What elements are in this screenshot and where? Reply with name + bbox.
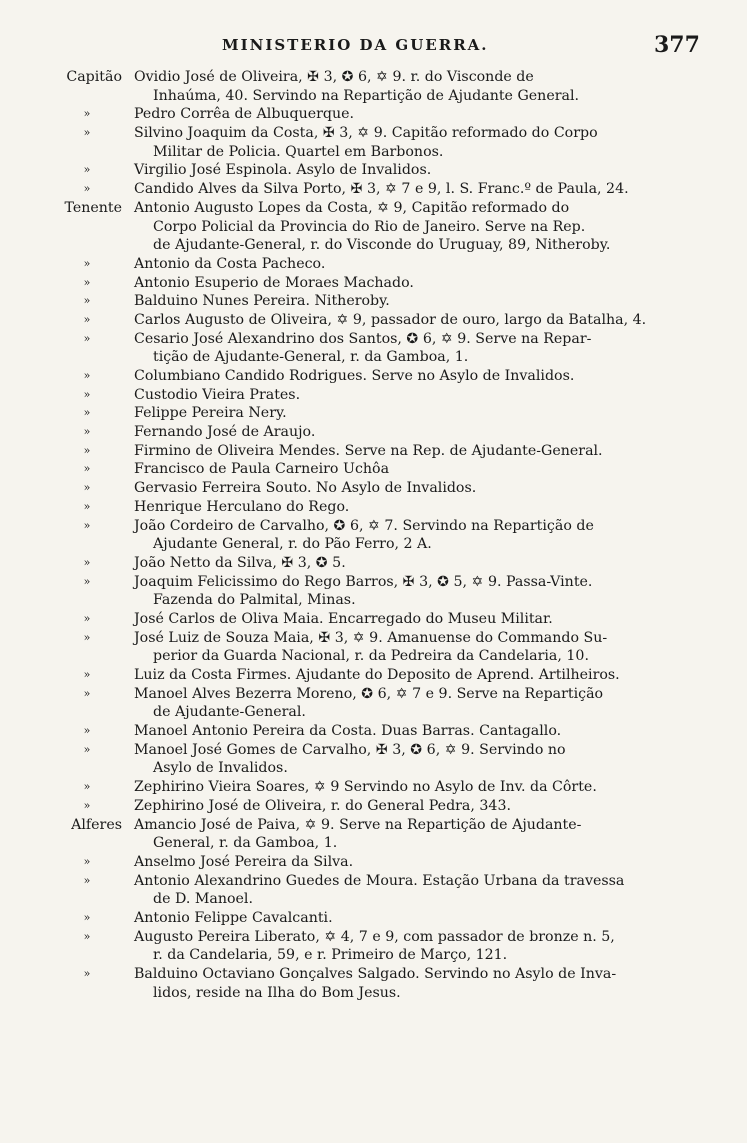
entry-text-continuation: Corpo Policial da Provincia do Rio de Janeiro. Serve na Rep.: [153, 218, 586, 235]
ditto-mark: »: [83, 518, 91, 532]
entry-text: Antonio Felippe Cavalcanti.: [134, 909, 333, 926]
officer-list: [0, 68, 747, 1002]
ditto-mark: »: [83, 967, 91, 980]
officer-entry: [0, 816, 747, 853]
entry-text: José Luiz de Souza Maia, ✠ 3, ✡ 9. Amanuense do Commando Su-: [134, 629, 608, 646]
ditto-mark: »: [83, 742, 91, 756]
officer-entry: [0, 386, 747, 405]
ditto-mark: »: [83, 163, 91, 177]
officer-entry: [0, 311, 747, 330]
ditto-mark: »: [83, 369, 91, 382]
entry-text: Joaquim Felicissimo do Rego Barros, ✠ 3, ✪ 5, ✡ 9. Passa-Vinte.: [134, 573, 593, 590]
entry-text: Felippe Pereira Nery.: [134, 405, 287, 422]
entry-text: Balduino Nunes Pereira. Nitheroby.: [134, 293, 390, 310]
entry-text-continuation: de D. Manoel.: [153, 891, 253, 908]
ditto-mark: »: [83, 481, 91, 495]
officer-entry: [0, 666, 747, 685]
entry-text: Pedro Corrêa de Albuquerque.: [134, 106, 355, 123]
entry-text: Antonio Augusto Lopes da Costa, ✡ 9, Capitão reformado do: [134, 199, 570, 216]
officer-entry: [0, 965, 747, 1002]
entry-text: Virgilio José Espinola. Asylo de Invalidos.: [134, 162, 432, 179]
officer-entry: [0, 404, 747, 423]
ditto-mark: »: [83, 611, 91, 625]
ditto-mark: »: [83, 798, 91, 812]
entry-text: Gervasio Ferreira Souto. No Asylo de Invalidos.: [134, 480, 477, 497]
entry-text: Henrique Herculano do Rego.: [134, 498, 350, 515]
entry-text: Manoel Antonio Pereira da Costa. Duas Barras. Cantagallo.: [134, 723, 562, 740]
entry-text: Zephirino Vieira Soares, ✡ 9 Servindo no Asylo de Inv. da Côrte.: [134, 779, 597, 796]
officer-entry: [0, 68, 747, 105]
ditto-mark: »: [83, 126, 91, 140]
entry-text: Cesario José Alexandrino dos Santos, ✪ 6, ✡ 9. Serve na Repar-: [134, 330, 592, 347]
entry-text: Antonio da Costa Pacheco.: [134, 255, 326, 272]
ditto-mark: »: [83, 425, 91, 439]
ditto-mark: »: [83, 182, 91, 196]
entry-text-continuation: Fazenda do Palmital, Minas.: [153, 592, 356, 609]
entry-text: Augusto Pereira Liberato, ✡ 4, 7 e 9, com passador de bronze n. 5,: [134, 928, 615, 945]
entry-text-continuation: Inhaúma, 40. Servindo na Repartição de Ajudante General.: [153, 87, 580, 104]
entry-text: Candido Alves da Silva Porto, ✠ 3, ✡ 7 e 9, l. S. Franc.º de Paula, 24.: [134, 181, 629, 198]
officer-entry: [0, 554, 747, 573]
entry-text-continuation: Ajudante General, r. do Pão Ferro, 2 A.: [153, 536, 432, 553]
ditto-mark: »: [83, 107, 91, 121]
ditto-mark: »: [83, 630, 91, 644]
ditto-mark: »: [83, 294, 91, 308]
ditto-mark: »: [83, 686, 91, 700]
officer-entry: [0, 442, 747, 461]
ditto-mark: »: [83, 780, 91, 794]
ditto-mark: »: [83, 555, 91, 569]
entry-text: Zephirino José de Oliveira, r. do General Pedra, 343.: [134, 797, 511, 814]
officer-entry: [0, 741, 747, 778]
officer-entry: [0, 517, 747, 554]
ditto-mark: »: [83, 724, 91, 738]
officer-entry: [0, 778, 747, 797]
officer-entry: [0, 479, 747, 498]
officer-entry: [0, 255, 747, 274]
officer-entry: [0, 629, 747, 666]
entry-text: Amancio José de Paiva, ✡ 9. Serve na Repartição de Ajudante-: [134, 816, 582, 833]
entry-text: Luiz da Costa Firmes. Ajudante do Deposito de Aprend. Artilheiros.: [134, 667, 620, 683]
rank-label: Tenente: [64, 199, 122, 216]
ditto-mark: »: [83, 854, 91, 868]
entry-text: Columbiano Candido Rodrigues. Serve no Asylo de Invalidos.: [134, 368, 575, 384]
page-title: MINISTERIO DA GUERRA.: [222, 36, 489, 54]
entry-text-continuation: Asylo de Invalidos.: [153, 760, 288, 777]
officer-entry: [0, 161, 747, 180]
entry-text-continuation: tição de Ajudante-General, r. da Gamboa, 1.: [153, 349, 469, 366]
entry-text-continuation: lidos, reside na Ilha do Bom Jesus.: [153, 984, 401, 1001]
entry-text: Antonio Esuperio de Moraes Machado.: [134, 274, 414, 291]
ditto-mark: »: [83, 929, 91, 943]
officer-entry: [0, 180, 747, 199]
officer-entry: [0, 105, 747, 124]
ditto-mark: »: [83, 574, 91, 588]
ditto-mark: »: [83, 443, 91, 457]
ditto-mark: »: [83, 331, 91, 345]
entry-text: Manoel Alves Bezerra Moreno, ✪ 6, ✡ 7 e 9. Serve na Repartição: [134, 685, 604, 702]
entry-text: José Carlos de Oliva Maia. Encarregado do Museu Militar.: [134, 610, 553, 627]
officer-entry: [0, 330, 747, 367]
ditto-mark: »: [83, 387, 91, 401]
entry-text-continuation: de Ajudante-General.: [153, 704, 306, 721]
ditto-mark: »: [83, 499, 91, 513]
rank-label: Alferes: [71, 816, 122, 833]
entry-text: Balduino Octaviano Gonçalves Salgado. Servindo no Asylo de Inva-: [134, 966, 617, 982]
page-header: [0, 32, 747, 60]
entry-text-continuation: General, r. da Gamboa, 1.: [153, 835, 338, 852]
ditto-mark: »: [83, 910, 91, 924]
officer-entry: [0, 124, 747, 161]
officer-entry: [0, 909, 747, 928]
officer-entry: [0, 573, 747, 610]
officer-entry: [0, 928, 747, 965]
ditto-mark: »: [83, 668, 91, 681]
ditto-mark: »: [83, 256, 91, 270]
entry-text: Fernando José de Araujo.: [134, 424, 316, 441]
ditto-mark: »: [83, 275, 91, 289]
entry-text: Anselmo José Pereira da Silva.: [134, 853, 354, 870]
ditto-mark: »: [83, 312, 91, 326]
entry-text: Silvino Joaquim da Costa, ✠ 3, ✡ 9. Capitão reformado do Corpo: [134, 125, 598, 142]
officer-entry: [0, 853, 747, 872]
ditto-mark: »: [83, 406, 91, 420]
entry-text-continuation: perior da Guarda Nacional, r. da Pedreira da Candelaria, 10.: [153, 648, 589, 665]
ditto-mark: »: [83, 462, 91, 476]
entry-text: João Cordeiro de Carvalho, ✪ 6, ✡ 7. Servindo na Repartição de: [134, 517, 594, 534]
entry-text: Ovidio José de Oliveira, ✠ 3, ✪ 6, ✡ 9. r. do Visconde de: [134, 69, 534, 85]
entry-text-continuation: Militar de Policia. Quartel em Barbonos.: [153, 143, 444, 160]
entry-text-continuation: de Ajudante-General, r. do Visconde do Uruguay, 89, Nitheroby.: [153, 237, 611, 254]
entry-text: Carlos Augusto de Oliveira, ✡ 9, passador de ouro, largo da Batalha, 4.: [134, 311, 647, 328]
officer-entry: [0, 460, 747, 479]
officer-entry: [0, 199, 747, 255]
officer-entry: [0, 685, 747, 722]
officer-entry: [0, 722, 747, 741]
rank-label: Capitão: [66, 69, 122, 85]
officer-entry: [0, 367, 747, 386]
officer-entry: [0, 797, 747, 816]
officer-entry: [0, 610, 747, 629]
officer-entry: [0, 498, 747, 517]
entry-text: Custodio Vieira Prates.: [134, 386, 301, 403]
officer-entry: [0, 423, 747, 442]
officer-entry: [0, 274, 747, 293]
ditto-mark: »: [83, 873, 91, 887]
page-number: 377: [654, 32, 700, 58]
officer-entry: [0, 292, 747, 311]
entry-text-continuation: r. da Candelaria, 59, e r. Primeiro de Março, 121.: [153, 947, 508, 964]
entry-text: Firmino de Oliveira Mendes. Serve na Rep. de Ajudante-General.: [134, 442, 603, 459]
entry-text: Manoel José Gomes de Carvalho, ✠ 3, ✪ 6, ✡ 9. Servindo no: [134, 741, 566, 758]
entry-text: Francisco de Paula Carneiro Uchôa: [134, 461, 390, 478]
entry-text: Antonio Alexandrino Guedes de Moura. Estação Urbana da travessa: [134, 872, 625, 889]
officer-entry: [0, 872, 747, 909]
entry-text: João Netto da Silva, ✠ 3, ✪ 5.: [134, 554, 346, 571]
